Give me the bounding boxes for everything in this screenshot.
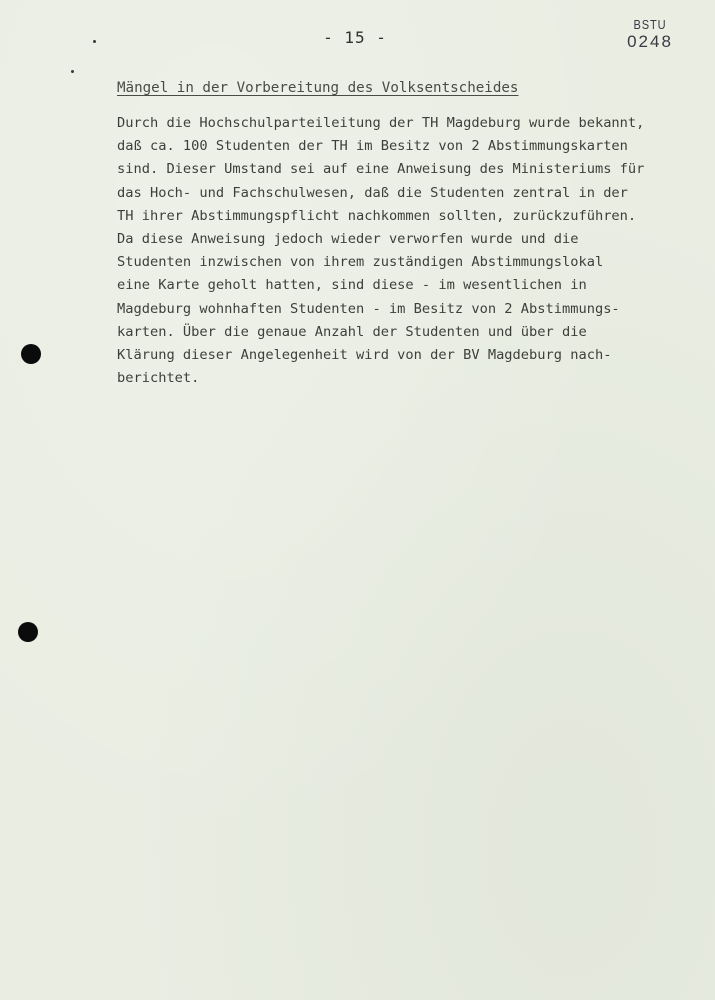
- body-line: TH ihrer Abstimmungspflicht nachkommen sollten, zurückzuführen.: [117, 207, 637, 224]
- body-line: Klärung dieser Angelegenheit wird von der BV Magdeburg nach-: [117, 346, 612, 363]
- body-line: berichtet.: [117, 370, 200, 387]
- body-line: daß ca. 100 Studenten der TH im Besitz von 2 Abstimmungskarten: [117, 138, 628, 155]
- body-line: das Hoch- und Fachschulwesen, daß die Studenten zentral in der: [117, 184, 628, 201]
- page-number: - 15 -: [323, 28, 387, 47]
- punch-hole-lower: [18, 622, 38, 642]
- section-heading: Mängel in der Vorbereitung des Volksentscheides: [117, 80, 519, 96]
- ink-speck: [93, 40, 96, 43]
- archive-stamp-label: BSTU: [633, 17, 667, 32]
- punch-hole-upper: [21, 344, 41, 364]
- body-line: Da diese Anweisung jedoch wieder verworfen wurde und die: [117, 230, 579, 247]
- body-line: Magdeburg wohnhaften Studenten - im Besitz von 2 Abstimmungs-: [117, 300, 620, 317]
- archive-stamp: [614, 18, 686, 50]
- archive-stamp-number: 0248: [627, 32, 673, 51]
- body-line: Durch die Hochschulparteileitung der TH Magdeburg wurde bekannt,: [117, 115, 645, 131]
- ink-speck: [71, 70, 74, 73]
- body-line: eine Karte geholt hatten, sind diese - im wesentlichen in: [117, 277, 587, 294]
- body-line: Studenten inzwischen von ihrem zuständigen Abstimmungslokal: [117, 254, 604, 271]
- body-line: karten. Über die genaue Anzahl der Studenten und über die: [117, 323, 587, 340]
- body-paragraph: [117, 112, 677, 390]
- body-line: sind. Dieser Umstand sei auf eine Anweisung des Ministeriums für: [117, 161, 645, 178]
